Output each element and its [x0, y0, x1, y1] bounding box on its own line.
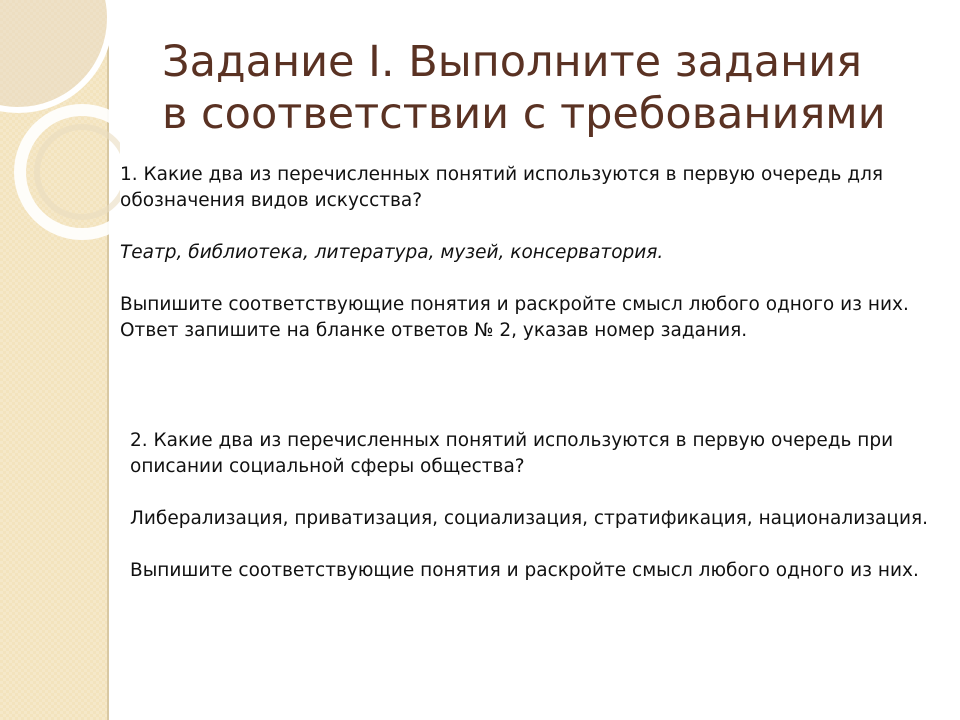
inner-ring-icon [37, 127, 120, 217]
slide-title [162, 36, 942, 140]
spacer [130, 480, 950, 506]
slide-title-line1: Задание I. Выполните задания [162, 37, 863, 87]
task-1 [120, 162, 950, 344]
task-1-terms: Театр, библиотека, литература, музей, консерватория. [120, 242, 664, 263]
decorative-circles-icon [0, 0, 120, 260]
task-1-instruction: Выпишите соответствующие понятия и раскройте смысл любого одного из них. Ответ запишите на бланке ответов № 2, указав номер задания. [120, 294, 909, 341]
spacer [120, 266, 950, 292]
spacer [120, 214, 950, 240]
large-circle-icon [0, 0, 110, 110]
task-2-instruction: Выпишите соответствующие понятия и раскройте смысл любого одного из них. [130, 560, 919, 581]
task-2-terms: Либерализация, приватизация, социализация, стратификация, национализация. [130, 508, 929, 529]
spacer [130, 532, 950, 558]
slide-title-line2: в соответствии с требованиями [162, 89, 886, 139]
task-1-question: 1. Какие два из перечисленных понятий используются в первую очередь для обозначения видов искусства? [120, 164, 884, 211]
task-2-question: 2. Какие два из перечисленных понятий используются в первую очередь при описании социальной сферы общества? [130, 430, 894, 477]
task-2 [130, 428, 950, 584]
